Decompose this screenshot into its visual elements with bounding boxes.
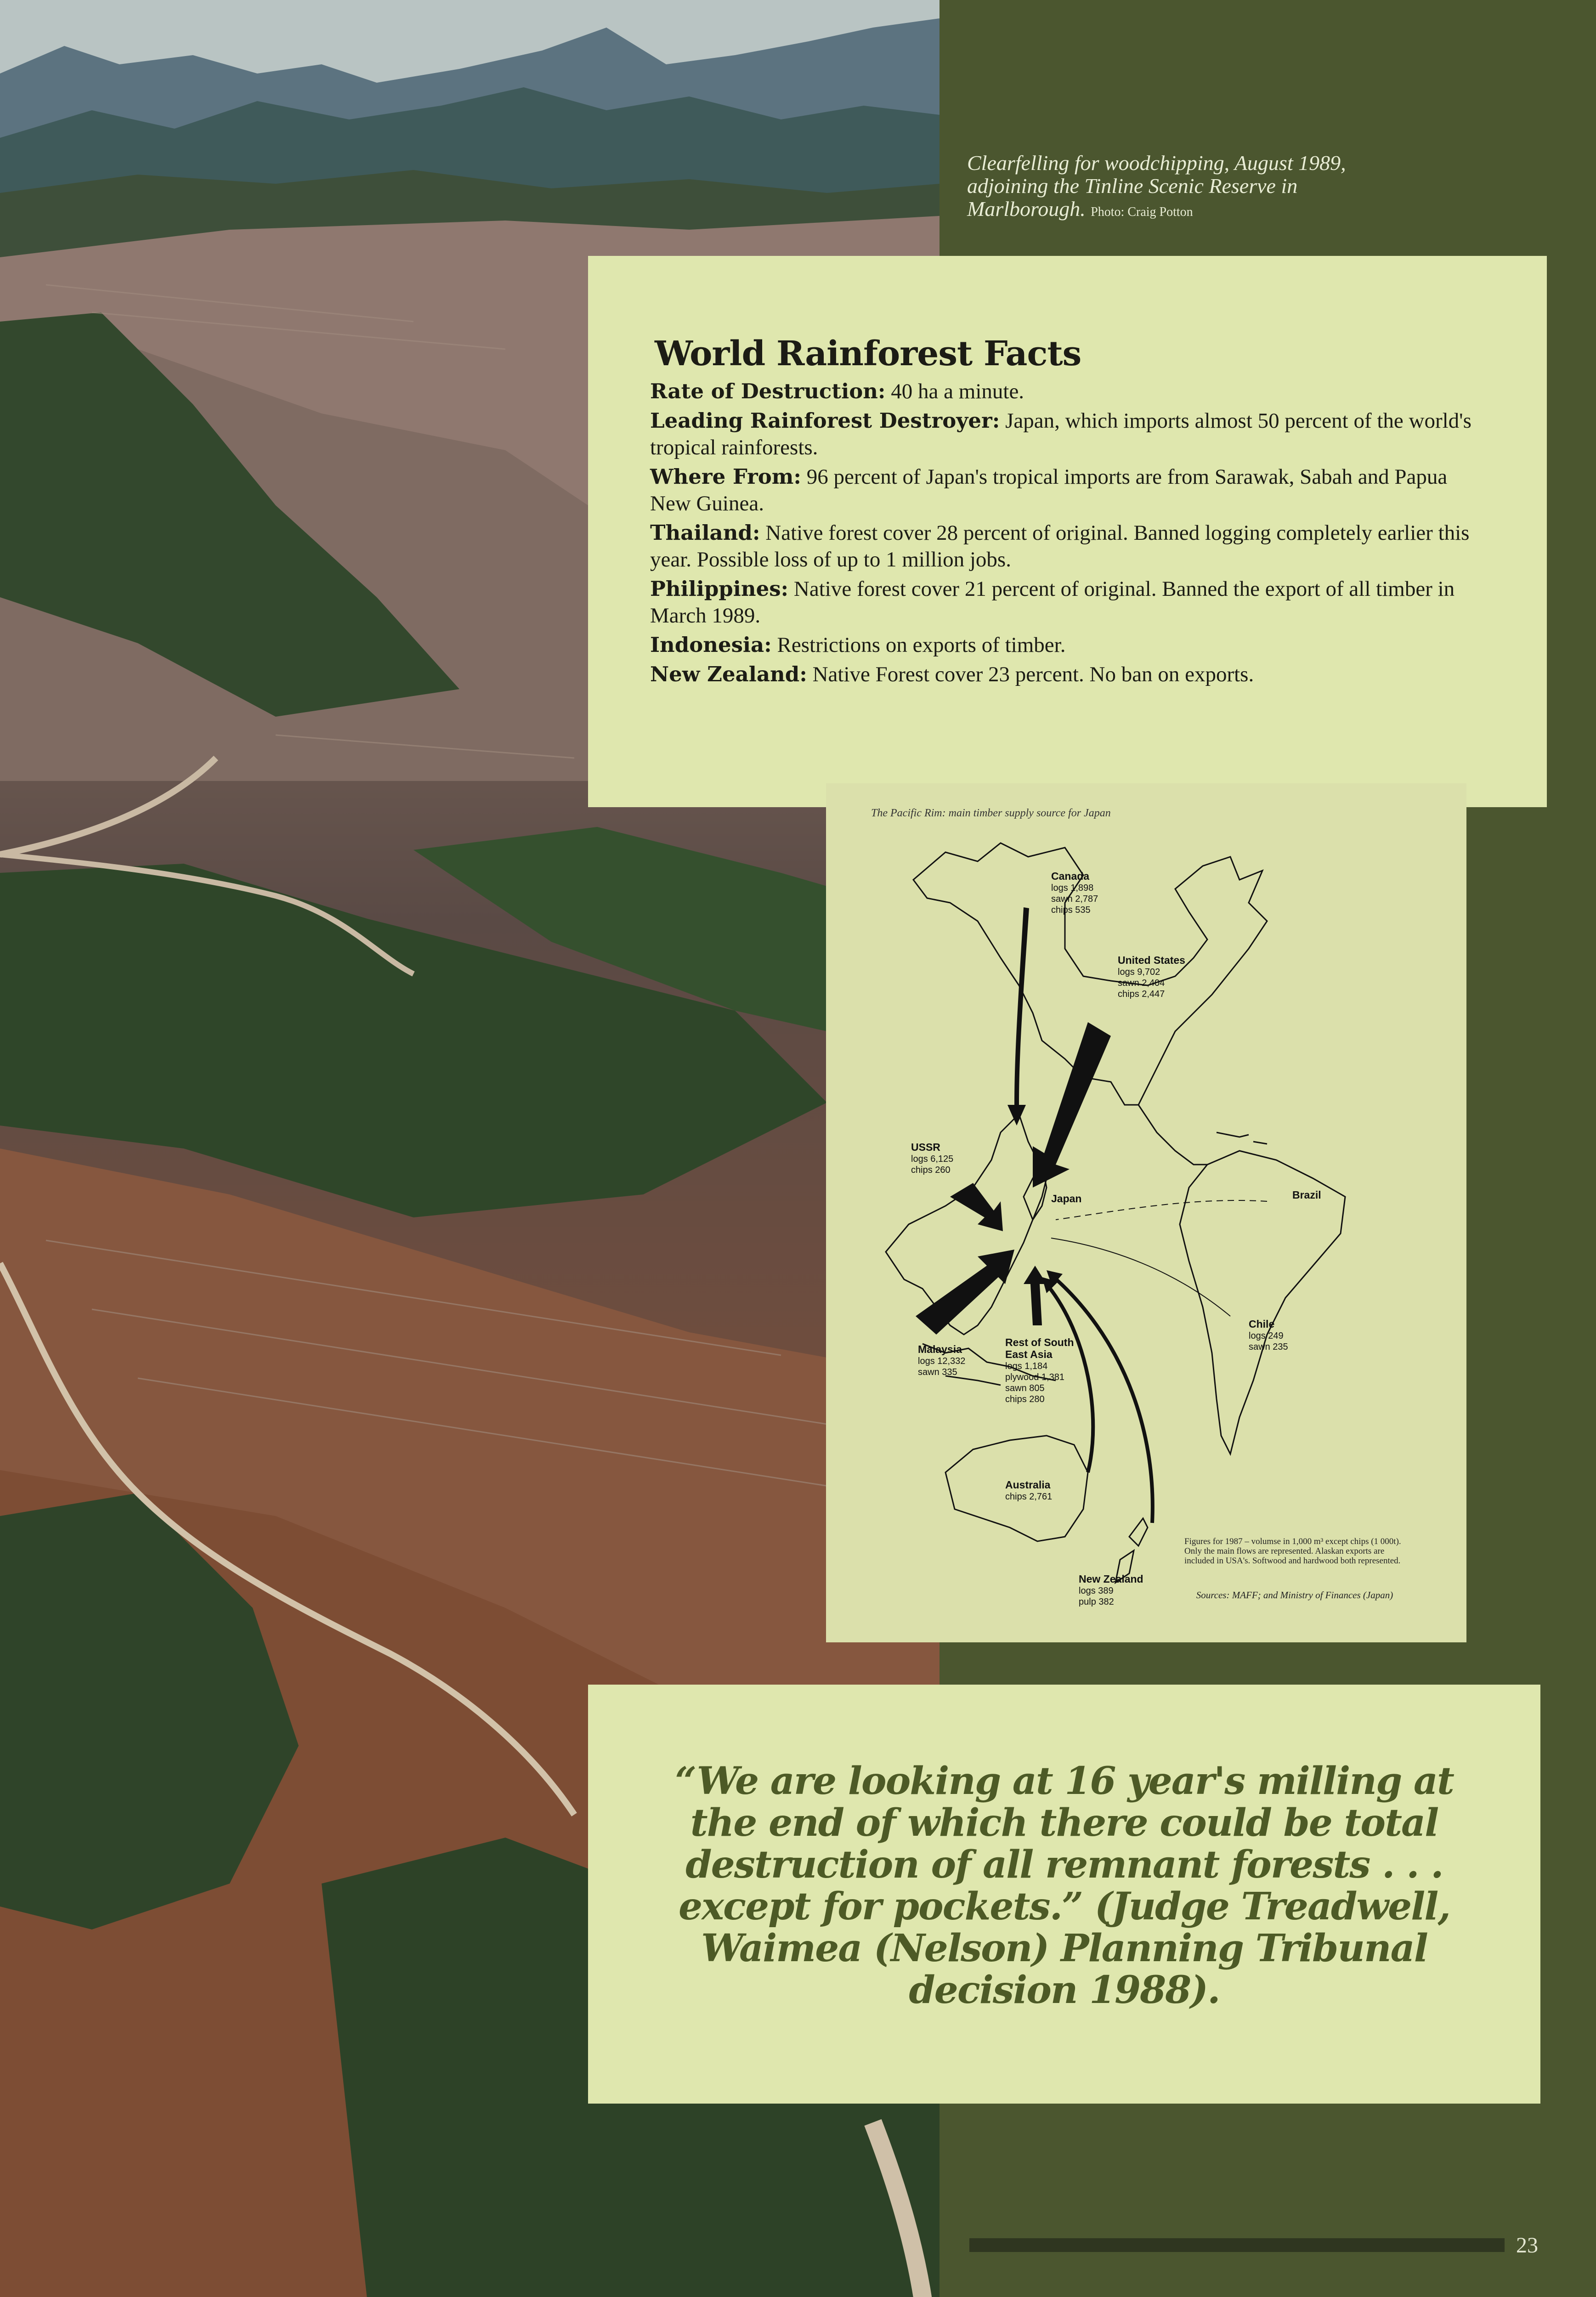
sea-name-2: East Asia bbox=[1005, 1348, 1053, 1360]
label-australia bbox=[1005, 1479, 1052, 1502]
photo-credit: Photo: Craig Potton bbox=[1091, 205, 1193, 219]
sea-logs: logs 1,184 bbox=[1005, 1361, 1048, 1371]
us-name: United States bbox=[1118, 954, 1185, 966]
map-title: The Pacific Rim: main timber supply source for Japan bbox=[871, 807, 1111, 819]
tribunal-quote: “We are looking at 16 year's milling at the end of which there could be total destruction of all remnant forests . . . except for pockets.” (Judge Treadwell, Waimea (Nelson) Planning Tribunal decision 1988). bbox=[675, 1759, 1454, 2012]
canada-name: Canada bbox=[1051, 870, 1090, 882]
fact-item bbox=[650, 520, 1483, 573]
australia-chips: chips 2,761 bbox=[1005, 1492, 1053, 1502]
fact-label: Thailand: bbox=[650, 521, 760, 545]
japan-name: Japan bbox=[1051, 1193, 1082, 1205]
nz-logs: logs 389 bbox=[1079, 1586, 1114, 1596]
map-figures-note: Figures for 1987 – volumse in 1,000 m³ except chips (1 000t). Only the main flows are represented. Alaskan exports are included in USA's. Softwood and hardwood both represented. bbox=[1184, 1537, 1401, 1566]
brazil-name: Brazil bbox=[1292, 1189, 1321, 1201]
caribbean-outline bbox=[1217, 1132, 1267, 1144]
pacific-rim-map bbox=[826, 783, 1466, 1642]
fact-item bbox=[650, 576, 1483, 629]
malaysia-name: Malaysia bbox=[918, 1343, 962, 1355]
page-number: 23 bbox=[1516, 2233, 1538, 2257]
fact-text: Restrictions on exports of timber. bbox=[777, 633, 1066, 657]
fact-text: Native forest cover 28 percent of original. Banned logging completely earlier this year. Possible loss of up to 1 million jobs. bbox=[650, 521, 1470, 571]
sea-plywood: plywood 1,381 bbox=[1005, 1372, 1064, 1382]
us-chips: chips 2,447 bbox=[1118, 989, 1165, 999]
footer-rule bbox=[969, 2238, 1505, 2252]
sea-chips: chips 280 bbox=[1005, 1394, 1045, 1404]
sea-sawn: sawn 805 bbox=[1005, 1383, 1045, 1393]
fact-text: 40 ha a minute. bbox=[891, 379, 1024, 403]
fact-item bbox=[650, 661, 1483, 688]
label-rest-southeast-asia bbox=[1005, 1337, 1074, 1405]
fact-item bbox=[650, 632, 1483, 658]
chile-logs: logs 249 bbox=[1249, 1331, 1284, 1341]
fact-label: Rate of Destruction: bbox=[650, 379, 886, 403]
fact-text: Native forest cover 21 percent of original. Banned the export of all timber in March 1989. bbox=[650, 577, 1455, 628]
label-japan bbox=[1051, 1193, 1081, 1205]
ussr-chips: chips 260 bbox=[911, 1165, 951, 1175]
fact-label: Where From: bbox=[650, 464, 801, 489]
fact-text: 96 percent of Japan's tropical imports are from Sarawak, Sabah and Papua New Guinea. bbox=[650, 465, 1448, 515]
fact-item bbox=[650, 464, 1483, 517]
malaysia-sawn: sawn 335 bbox=[918, 1367, 957, 1377]
central-america-outline bbox=[1138, 1105, 1207, 1165]
fact-text: Japan, which imports almost 50 percent of the world's tropical rainforests. bbox=[650, 409, 1471, 459]
label-new-zealand bbox=[1079, 1573, 1143, 1607]
fact-text: Native Forest cover 23 percent. No ban on exports. bbox=[812, 662, 1254, 686]
chile-name: Chile bbox=[1249, 1318, 1275, 1330]
canada-chips: chips 535 bbox=[1051, 905, 1091, 915]
fact-item bbox=[650, 378, 1483, 405]
fact-label: New Zealand: bbox=[650, 662, 807, 686]
label-canada bbox=[1051, 871, 1098, 916]
ussr-flow-arrow bbox=[950, 1183, 1003, 1231]
sea-name-1: Rest of South bbox=[1005, 1336, 1074, 1348]
us-sawn: sawn 2,404 bbox=[1118, 978, 1165, 988]
fact-item bbox=[650, 407, 1483, 461]
map-sources: Sources: MAFF; and Ministry of Finances (Japan) bbox=[1196, 1590, 1393, 1601]
ussr-logs: logs 6,125 bbox=[911, 1154, 954, 1164]
canada-flow-arrow bbox=[1007, 907, 1029, 1126]
nz-pulp: pulp 382 bbox=[1079, 1597, 1114, 1607]
label-malaysia bbox=[918, 1344, 965, 1378]
australia-name: Australia bbox=[1005, 1479, 1051, 1491]
caption-line-2: adjoining the Tinline Scenic Reserve in bbox=[967, 174, 1298, 198]
nz-name: New Zealand bbox=[1079, 1573, 1143, 1585]
fact-label: Indonesia: bbox=[650, 633, 772, 657]
chile-flow-line bbox=[1051, 1238, 1230, 1316]
malaysia-logs: logs 12,332 bbox=[918, 1356, 966, 1366]
southeast-asia-flow-arrow bbox=[1024, 1266, 1047, 1325]
label-chile bbox=[1249, 1318, 1288, 1352]
pacific-rim-map-panel bbox=[826, 783, 1466, 1642]
canada-logs: logs 1,898 bbox=[1051, 883, 1094, 893]
tribunal-quote-panel bbox=[588, 1685, 1540, 2104]
label-united-states bbox=[1118, 955, 1185, 1000]
caption-place: Marlborough. bbox=[967, 197, 1086, 221]
us-logs: logs 9,702 bbox=[1118, 967, 1160, 977]
label-brazil bbox=[1292, 1189, 1321, 1201]
united-states-flow-arrow bbox=[1033, 1022, 1111, 1188]
canada-sawn: sawn 2,787 bbox=[1051, 894, 1098, 904]
caption-line-3 bbox=[967, 198, 1417, 224]
fact-label: Philippines: bbox=[650, 577, 789, 601]
ussr-name: USSR bbox=[911, 1141, 940, 1153]
fact-label: Leading Rainforest Destroyer: bbox=[650, 408, 1000, 433]
photo-caption bbox=[967, 152, 1417, 224]
label-ussr bbox=[911, 1142, 953, 1176]
brazil-flow-line bbox=[1056, 1200, 1267, 1220]
caption-line-1: Clearfelling for woodchipping, August 1989, bbox=[967, 151, 1346, 175]
chile-sawn: sawn 235 bbox=[1249, 1342, 1288, 1352]
rainforest-facts-panel bbox=[588, 256, 1547, 807]
facts-title: World Rainforest Facts bbox=[655, 334, 1081, 373]
